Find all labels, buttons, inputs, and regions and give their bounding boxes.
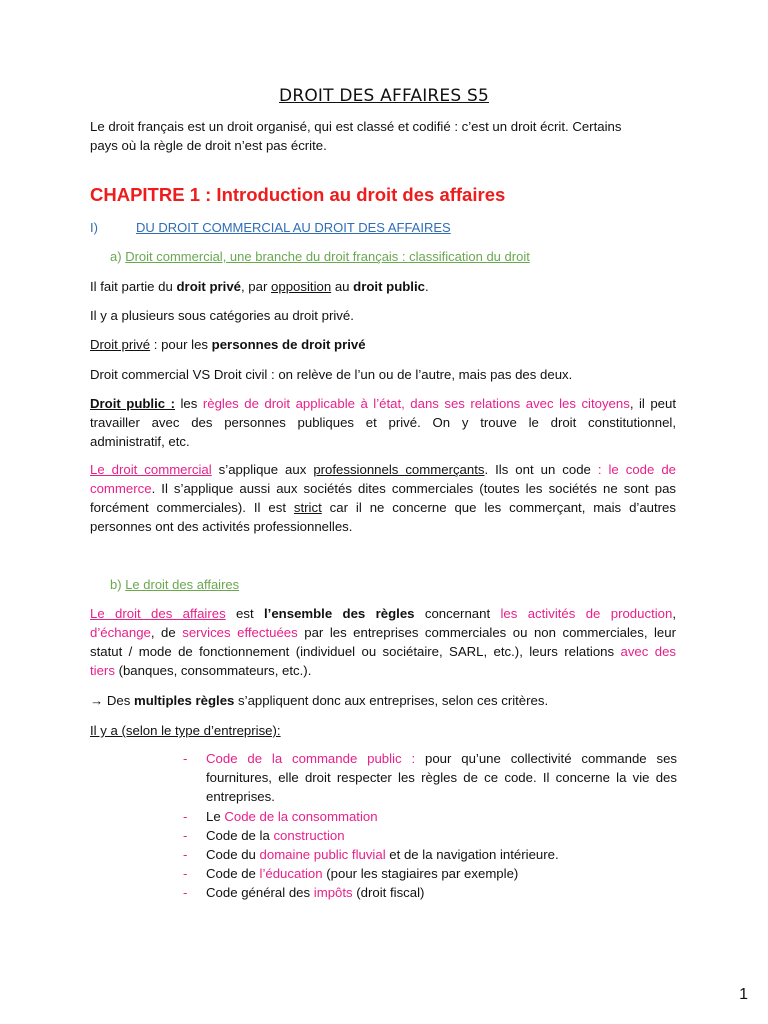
paragraph-droit-commercial [90,460,676,536]
list-item [183,749,677,807]
underlined-run: opposition [271,279,332,294]
text-run: par les entreprises commerciales ou non commerciales, leur [297,625,676,640]
text-run: et de la navigation intérieure. [385,847,559,863]
text-run: car il ne concerne que les commerçant, mais d’autres [321,500,676,515]
text-run: . Il s’applique aussi aux sociétés dites commerciales (toutes les sociétés ne sont pas [151,481,676,496]
subsection-heading-a [110,249,530,264]
underlined-run: professionnels commerçants [313,462,485,477]
text-run: forcément commerciales). Il est [90,500,294,515]
intro-line-2: pays où la règle de droit n’est pas écrite. [90,138,327,153]
paragraph-plusieurs: Il y a plusieurs sous catégories au droit privé. [90,308,354,323]
text-run: Des [103,693,134,708]
text-run: : pour les [150,337,212,352]
text-run: les [174,396,203,411]
text-run: au [331,279,354,294]
text-run: Le [206,808,225,824]
text-run: (droit fiscal) [352,885,425,901]
list-item [183,845,677,864]
bold-run: multiples règles [133,693,235,708]
line [90,661,676,680]
highlight-run: l’éducation [259,866,323,882]
code-list [183,749,677,903]
highlight-run: construction [273,827,345,843]
line: entreprises. [206,789,275,805]
list-item [183,883,677,902]
text-run: statut / mode de fonctionnement (individuel ou sociétaire, SARL, etc.), leurs relations [90,644,621,659]
line: travailler avec des personnes publiques et privé. On y trouve le droit constitutionnel, [90,415,676,430]
bullet-dash: - [183,885,188,901]
text-run: s’appliquent donc aux entreprises, selon ces critères. [234,693,549,708]
page-number: 1 [739,986,748,1003]
line [90,394,676,413]
subsection-number: a) [110,249,122,264]
line [90,460,676,479]
text-run: . Ils ont un code [484,462,598,477]
highlight-run: tiers [90,663,115,678]
list-item [183,826,677,845]
line [90,498,676,517]
paragraph-fait-partie [90,277,676,296]
term-label: Droit public : [90,396,175,411]
text-run: . [424,279,429,294]
highlight-run: les activités de production [500,606,673,621]
paragraph-il-y-a [90,721,676,740]
text-run: Code général des [206,885,314,901]
paragraph-droit-affaires [90,604,676,680]
subsection-title: Droit commercial, une branche du droit français : classification du droit [125,249,530,264]
line: personnes ont des activités professionnelles. [90,519,353,534]
subsection-heading-b [110,577,239,592]
text-run: Code du [206,847,260,863]
text-run: , par [240,279,272,294]
section-heading-1 [90,220,451,235]
chapter-heading: CHAPITRE 1 : Introduction au droit des affaires [90,184,506,205]
highlight-run: Code de la commande public : [206,751,416,766]
paragraph-droit-prive [90,335,676,354]
intro-line-1: Le droit français est un droit organisé, qui est classé et codifié : c’est un droit écrit. Certains [90,119,622,134]
highlight-run: commerce [90,481,152,496]
intro-paragraph [90,117,676,155]
highlight-run: avec des [620,644,676,659]
line: fournitures, elle droit respecter les règles de ce code. Il concerne la vie des [206,770,677,786]
subsection-title: Le droit des affaires [125,577,240,592]
list-item [183,807,677,826]
text-run: (pour les stagiaires par exemple) [322,866,519,882]
text-run: (banques, consommateurs, etc.). [114,663,312,678]
line [206,749,677,768]
highlight-run: impôts [313,885,353,901]
text-run: Code de la [206,827,274,843]
line: administratif, etc. [90,434,190,449]
underlined-run: Il y a (selon le type d’entreprise): [90,723,281,738]
line [90,479,676,498]
highlight-run: Le droit des affaires [90,606,226,621]
line [90,642,676,661]
highlight-run: règles de droit applicable à l’état, dans ses relations avec les citoyens [202,396,630,411]
highlight-run: Code de la consommation [224,808,378,824]
text-run: , de [150,625,183,640]
text-run: s’applique aux [211,462,314,477]
bullet-dash: - [183,827,188,843]
bullet-dash: - [183,866,188,882]
line [90,623,676,642]
section-title: DU DROIT COMMERCIAL AU DROIT DES AFFAIRES [136,220,451,235]
text-run: est [225,606,265,621]
text-run: concernant [414,606,501,621]
highlight-run: domaine public fluvial [259,847,386,863]
highlight-run: services effectuées [182,625,298,640]
text-run: , [672,606,676,621]
section-number: I) [90,220,98,235]
bullet-dash: - [183,751,188,766]
arrow-icon: → [90,693,104,708]
paragraph-multiples [90,691,676,710]
text-run: Code de [206,866,260,882]
document-title: DROIT DES AFFAIRES S5 [279,86,489,106]
subsection-number: b) [110,577,122,592]
paragraph-droit-public [90,394,676,451]
highlight-run: d’échange [90,625,151,640]
highlight-run: : le code de [597,462,676,477]
term-label: Droit privé [90,337,151,352]
text-run: , il peut [629,396,677,411]
bullet-dash: - [183,808,188,824]
paragraph-vs: Droit commercial VS Droit civil : on relève de l’un ou de l’autre, mais pas des deux. [90,367,573,382]
text-run: Il fait partie du [90,279,177,294]
bold-run: droit public [353,279,425,294]
bold-run: personnes de droit privé [211,337,366,352]
list-item [183,864,677,883]
bold-run: droit privé [176,279,241,294]
bullet-dash: - [183,847,188,863]
highlight-run: Le droit commercial [90,462,212,477]
underlined-run: strict [293,500,322,515]
text-run: pour qu’une collectivité commande ses [415,751,678,766]
line [90,604,676,623]
bold-run: l’ensemble des règles [264,606,415,621]
